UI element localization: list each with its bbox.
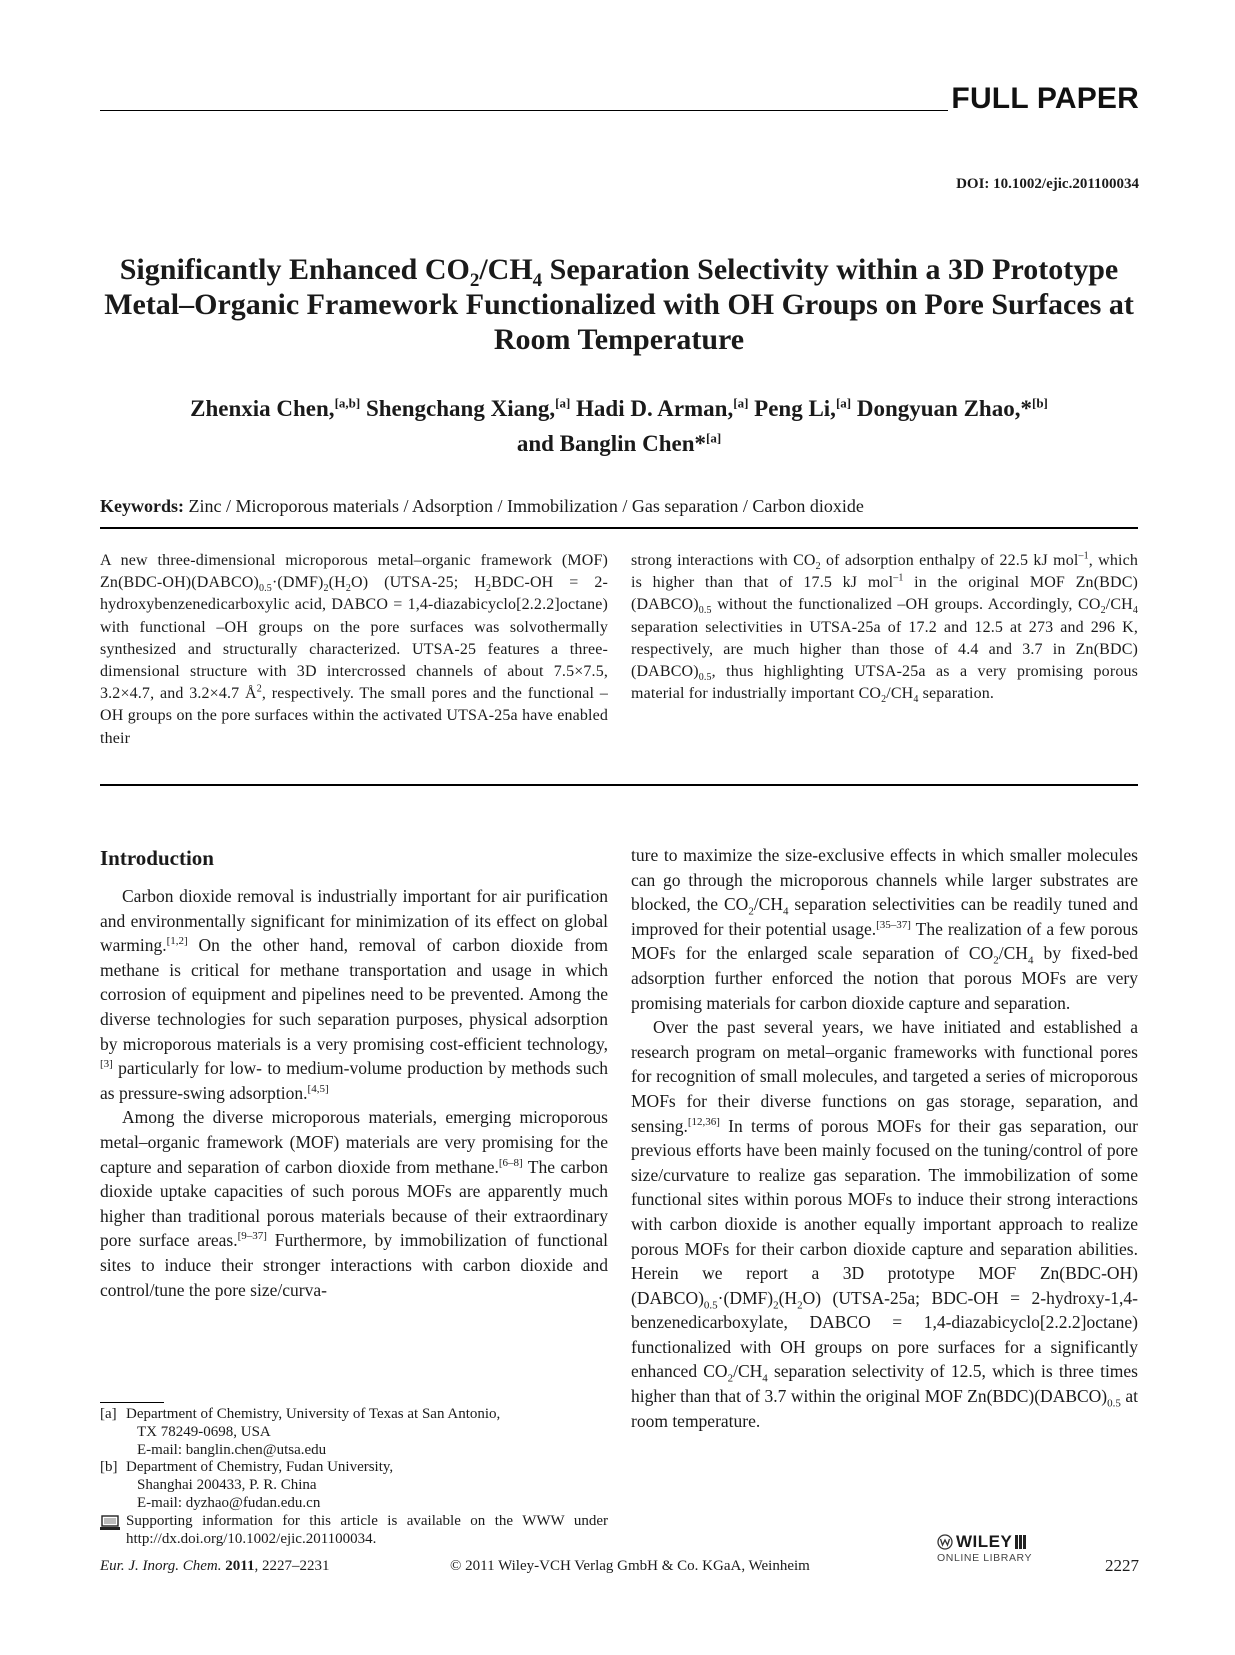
keywords-text: Zinc / Microporous materials / Adsorption / Immobilization / Gas separation / Carbon dioxide <box>188 496 864 516</box>
footnote-a <box>100 1406 608 1459</box>
copyright: © 2011 Wiley-VCH Verlag GmbH & Co. KGaA, Weinheim <box>450 1558 810 1574</box>
footnote-line: Department of Chemistry, University of Texas at San Antonio, <box>126 1406 501 1422</box>
body-column-left <box>100 884 608 1302</box>
footnote-rule <box>100 1402 164 1403</box>
footnote-b <box>100 1459 608 1512</box>
doi[interactable]: DOI: 10.1002/ejic.201100034 <box>956 176 1139 192</box>
paragraph: Over the past several years, we have initiated and established a research program on metal–organic frameworks with functional pores for recognition of small molecules, and targeted a series of microporous MOFs for their diverse functions on gas storage, separation, and sensing.[12,36] In terms of porous MOFs for their gas separation, our previous efforts have been mainly focused on the tuning/control of pore size/curvature to realize gas separation. The immobilization of some functional sites within porous MOFs to induce their strong interactions with carbon dioxide is another equally important approach to realize porous MOFs for their carbon dioxide capture and separation abilities. Herein we report a 3D prototype MOF $Zn(BDC-OH)(DABCO)_{0.5}\cdot(DMF)_2(H_2O)$ (UTSA-25a; BDC-OH = 2-hydroxy-1,4-benzenedicarboxylate, DABCO = 1,4-diazabicyclo[2.2.2]octane) functionalized with OH groups on pore surfaces for a significantly enhanced $CO_2/CH_4$ separation selectivity of 12.5, which is three times higher than that of 3.7 within the original MOF $Zn(BDC)(DABCO)_{0.5}$ at room temperature. <box>631 1017 1138 1431</box>
footnote-line: Shanghai 200433, P. R. China <box>137 1477 317 1494</box>
author: Hadi D. Arman,[a] <box>576 395 749 421</box>
page-number: 2227 <box>1105 1556 1139 1575</box>
author: and Banglin Chen*[a] <box>516 430 722 457</box>
author: Shengchang Xiang,[a] <box>365 395 571 421</box>
section-label: FULL PAPER <box>951 82 1139 115</box>
author: Zhenxia Chen,[a,b] <box>190 395 361 421</box>
footnotes <box>100 1406 608 1548</box>
abstract-bottom-rule <box>100 784 1138 786</box>
wiley-emblem-icon <box>937 1534 953 1550</box>
footnote-email[interactable]: E-mail: banglin.chen@utsa.edu <box>137 1441 327 1458</box>
book-icon <box>1015 1534 1029 1550</box>
author: Dongyuan Zhao,*[b] <box>856 395 1048 421</box>
header-rule <box>100 110 948 111</box>
body-column-right <box>631 843 1138 1433</box>
keywords-label: Keywords: <box>100 496 184 516</box>
footnote-line: TX 78249-0698, USA <box>137 1423 271 1440</box>
footnote-label: [b] <box>100 1459 118 1476</box>
author: Peng Li,[a] <box>754 395 852 421</box>
paragraph: ture to maximize the size-exclusive effects in which smaller molecules can go through the microporous channels while larger substrates are blocked, the $CO_2/CH_4$ separation selectivities can be readily tuned and improved for their potential usage.[35–37] The realization of a few porous MOFs for the enlarged scale separation of $CO_2/CH_4$ by fixed-bed adsorption further enforced the notion that porous MOFs are very promising materials for carbon dioxide capture and separation. <box>631 845 1139 1013</box>
section-heading-introduction: Introduction <box>100 846 214 870</box>
footnote-label: [a] <box>100 1406 117 1422</box>
paper-title: Significantly Enhanced $CO_2/CH_4$ Separation Selectivity within a 3D Prototype Metal–Organic Framework Functionalized with OH Groups on Pore Surfaces at Room Temperature <box>104 253 1134 356</box>
abstract-right: strong interactions with $CO_2$ of adsorption enthalpy of 22.5 kJ mol$^{-1}$, which is higher than that of 17.5 kJ mol$^{-1}$ in the original MOF $Zn(BDC)(DABCO)_{0.5}$ without the functionalized –OH groups. Accordingly, $CO_2/CH_4$ separation selectivities in UTSA-25a of 17.2 and 12.5 at 273 and 296 K, respectively, are much higher than those of 4.4 and 3.7 in $Zn(BDC)(DABCO)_{0.5}$, thus highlighting UTSA-25a as a very promising porous material for industrially important $CO_2/CH_4$ separation. <box>631 550 1138 706</box>
footnote-line[interactable]: Supporting information for this article is available on the WWW under http://dx.doi.org/10.1002/ejic.201100034. <box>126 1512 608 1547</box>
footnote-email[interactable]: E-mail: dyzhao@fudan.edu.cn <box>137 1494 321 1511</box>
wiley-logo-sub: ONLINE LIBRARY <box>937 1552 1033 1564</box>
author-list <box>100 388 1138 459</box>
footnote-line: Department of Chemistry, Fudan University, <box>126 1459 394 1476</box>
footnote-supporting-info <box>100 1513 608 1549</box>
journal-citation: Eur. J. Inorg. Chem. 2011, 2227–2231 <box>100 1558 330 1574</box>
abstract-left: A new three-dimensional microporous metal–organic framework (MOF) $Zn(BDC-OH)(DABCO)_{0.5}\cdot(DMF)_2(H_2O)$ (UTSA-25; $H_2BDC-OH$ = 2-hydroxybenzenedicarboxylic acid, DABCO = 1,4-diazabicyclo[2.2.2]octane) with functional –OH groups on the pore surfaces was solvothermally synthesized and structurally characterized. UTSA-25 features a three-dimensional structure with 3D intercrossed channels of about 7.5×7.5, 3.2×4.7, and 3.2×4.7 $Å^2$, respectively. The small pores and the functional –OH groups on the pore surfaces within the activated UTSA-25a have enabled their <box>100 552 608 747</box>
paragraph: Carbon dioxide removal is industrially important for air purification and environmentally significant for minimization of its effect on global warming.[1,2] On the other hand, removal of carbon dioxide from methane is critical for methane transportation and usage in which corrosion of equipment and pipelines need to be prevented. Among the diverse technologies for such separation purposes, physical adsorption by microporous materials is a very promising cost-efficient technology,[3] particularly for low- to medium-volume production by methods such as pressure-swing adsorption.[4,5] <box>100 886 608 1103</box>
abstract-top-rule <box>100 527 1138 529</box>
computer-icon <box>100 1515 120 1531</box>
wiley-logo-name: WILEY <box>937 1532 1047 1552</box>
keywords <box>100 496 864 517</box>
paragraph: Among the diverse microporous materials, emerging microporous metal–organic framework (MOF) materials are very promising for the capture and separation of carbon dioxide from methane.[6–8] The carbon dioxide uptake capacities of such porous MOFs are apparently much higher than traditional porous materials because of their extraordinary pore surface areas.[9–37] Furthermore, by immobilization of functional sites to induce their stronger interactions with carbon dioxide and control/tune the pore size/curva- <box>100 1107 608 1300</box>
wiley-logo[interactable] <box>937 1532 1047 1564</box>
